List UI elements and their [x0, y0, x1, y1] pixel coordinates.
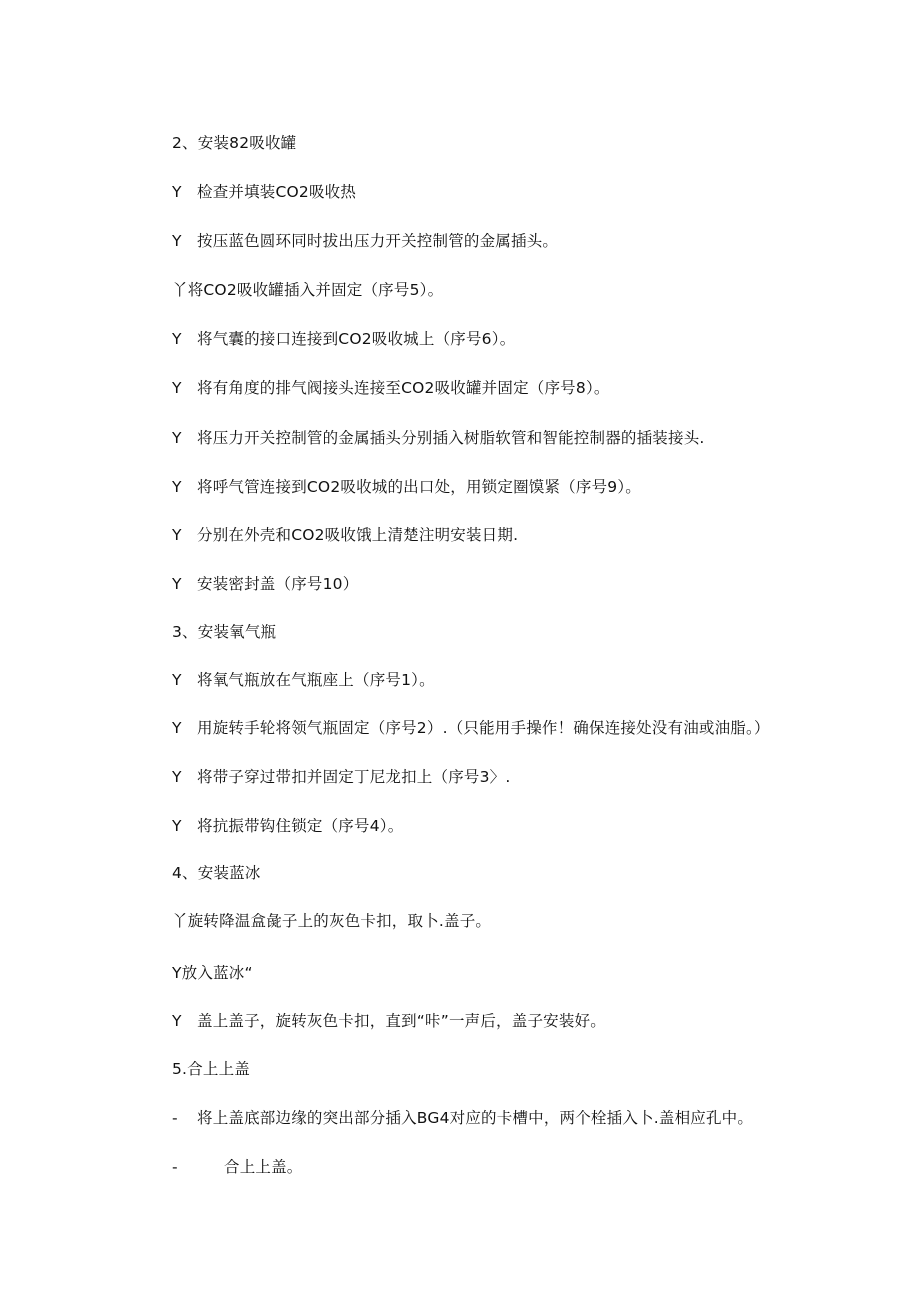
list-item — [172, 279, 443, 301]
list-item — [172, 1156, 303, 1178]
line-text: Y放入蓝冰“ — [172, 964, 253, 982]
bullet-marker: Y — [172, 719, 182, 737]
list-item — [172, 766, 511, 788]
bullet-marker: - — [172, 1158, 178, 1176]
line-text: 5.合上上盖 — [172, 1060, 250, 1078]
bullet-marker: Y — [172, 768, 182, 786]
section-heading — [172, 1058, 250, 1080]
bullet-marker: Y — [172, 671, 182, 689]
line-text: 将上盖底部边缘的突出部分插入BG4对应的卡槽中，两个栓插入卜.盖相应孔中。 — [197, 1109, 754, 1127]
section-heading — [172, 621, 276, 643]
bullet-marker: Y — [172, 183, 182, 201]
line-text: 将有角度的排气阀接头连接至CO2吸收罐并固定（序号8）。 — [197, 379, 610, 397]
line-text: 丫旋转降温盒彘子上的灰色卡扣，取卜.盖子。 — [172, 912, 492, 930]
list-item — [172, 962, 253, 984]
line-text: 将压力开关控制管的金属插头分别插入树脂软管和智能控制器的插装接头. — [197, 429, 705, 447]
line-text: 按压蓝色圆环同时拔出压力开关控制管的金属插头。 — [197, 232, 559, 250]
list-item — [172, 377, 610, 399]
bullet-marker: - — [172, 1109, 178, 1127]
line-text: 安装密封盖（序号10） — [197, 575, 359, 593]
bullet-marker: Y — [172, 379, 182, 397]
section-heading — [172, 862, 261, 884]
bullet-marker: Y — [172, 429, 182, 447]
list-item — [172, 815, 403, 837]
list-item — [172, 230, 558, 252]
list-item — [172, 910, 491, 932]
line-text: 将带子穿过带扣并固定丁尼龙扣上（序号3〉. — [197, 768, 511, 786]
list-item — [172, 1010, 606, 1032]
line-text: 将气囊的接口连接到CO2吸收城上（序号6）。 — [197, 330, 516, 348]
bullet-marker: Y — [172, 232, 182, 250]
list-item — [172, 717, 770, 739]
bullet-marker: Y — [172, 526, 182, 544]
section-heading — [172, 132, 296, 154]
line-text: 检查并填装CO2吸收热 — [197, 183, 357, 201]
line-text: 合上上盖。 — [224, 1158, 303, 1176]
list-item — [172, 669, 435, 691]
list-item — [172, 1107, 753, 1129]
line-text: 将呼气管连接到CO2吸收城的出口处，用锁定圈馍紧（序号9）。 — [197, 478, 641, 496]
bullet-marker: Y — [172, 817, 182, 835]
line-text: 2、安装82吸收罐 — [172, 134, 297, 152]
list-item — [172, 524, 518, 546]
line-text: 丫将CO2吸收罐插入并固定（序号5）。 — [172, 281, 444, 299]
line-text: 将抗振带钩住锁定（序号4）。 — [197, 817, 404, 835]
line-text: 盖上盖子，旋转灰色卡扣，直到“咔”一声后，盖子安装好。 — [197, 1012, 606, 1030]
list-item — [172, 181, 356, 203]
list-item — [172, 427, 705, 449]
bullet-marker: Y — [172, 478, 182, 496]
line-text: 用旋转手轮将领气瓶固定（序号2）.（只能用手操作！确保连接处没有油或油脂。） — [197, 719, 770, 737]
list-item — [172, 573, 358, 595]
list-item — [172, 328, 515, 350]
line-text: 将氧气瓶放在气瓶座上（序号1）。 — [197, 671, 435, 689]
bullet-marker: Y — [172, 575, 182, 593]
line-text: 4、安装蓝冰 — [172, 864, 261, 882]
bullet-marker: Y — [172, 330, 182, 348]
line-text: 3、安装氧气瓶 — [172, 623, 277, 641]
line-text: 分别在外壳和CO2吸收饿上清楚注明安装日期. — [197, 526, 519, 544]
bullet-marker: Y — [172, 1012, 182, 1030]
list-item — [172, 476, 641, 498]
